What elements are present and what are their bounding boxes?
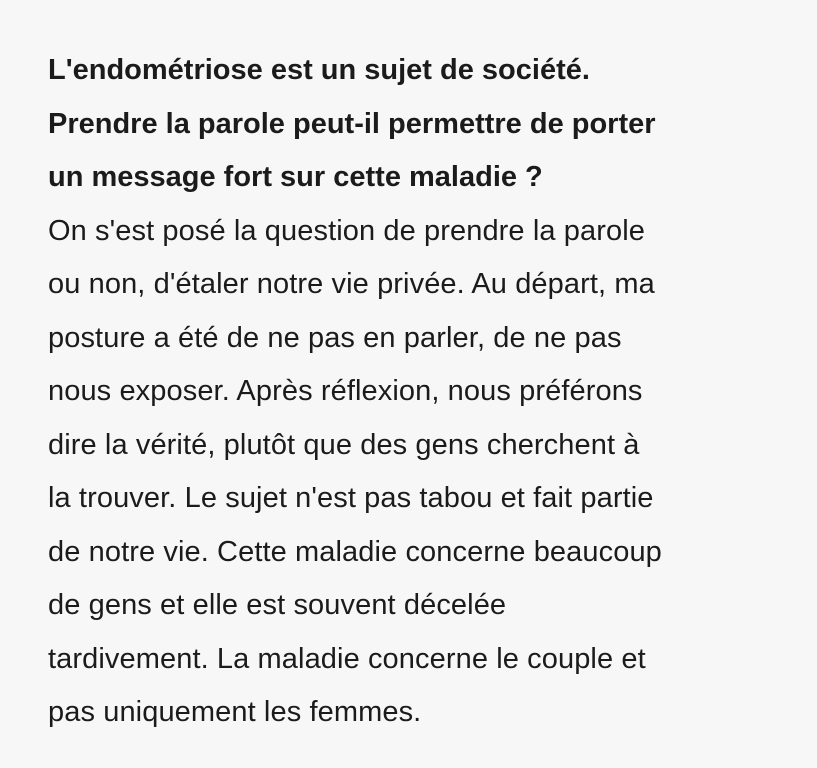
answer-line-1: On s'est posé la question de prendre la parole: [48, 214, 645, 247]
question-line-1: L'endométriose est un sujet de société.: [48, 54, 590, 86]
interview-answer: [48, 205, 788, 740]
question-line-2: Prendre la parole peut-il permettre de porter: [48, 107, 656, 140]
answer-line-2: ou non, d'étaler notre vie privée. Au départ, ma: [48, 268, 655, 300]
answer-line-10: pas uniquement les femmes.: [48, 696, 422, 728]
interview-question: [48, 44, 788, 205]
answer-line-5: dire la vérité, plutôt que des gens cherchent à: [48, 428, 640, 461]
answer-line-4: nous exposer. Après réflexion, nous préférons: [48, 375, 643, 407]
answer-line-8: de gens et elle est souvent décelée: [48, 589, 507, 621]
answer-line-7: de notre vie. Cette maladie concerne beaucoup: [48, 535, 662, 568]
answer-line-3: posture a été de ne pas en parler, de ne pas: [48, 321, 622, 354]
article-text: [48, 44, 788, 740]
question-line-3: un message fort sur cette maladie ?: [48, 161, 543, 193]
answer-line-6: la trouver. Le sujet n'est pas tabou et fait partie: [48, 482, 654, 514]
answer-line-9: tardivement. La maladie concerne le couple et: [48, 642, 646, 675]
